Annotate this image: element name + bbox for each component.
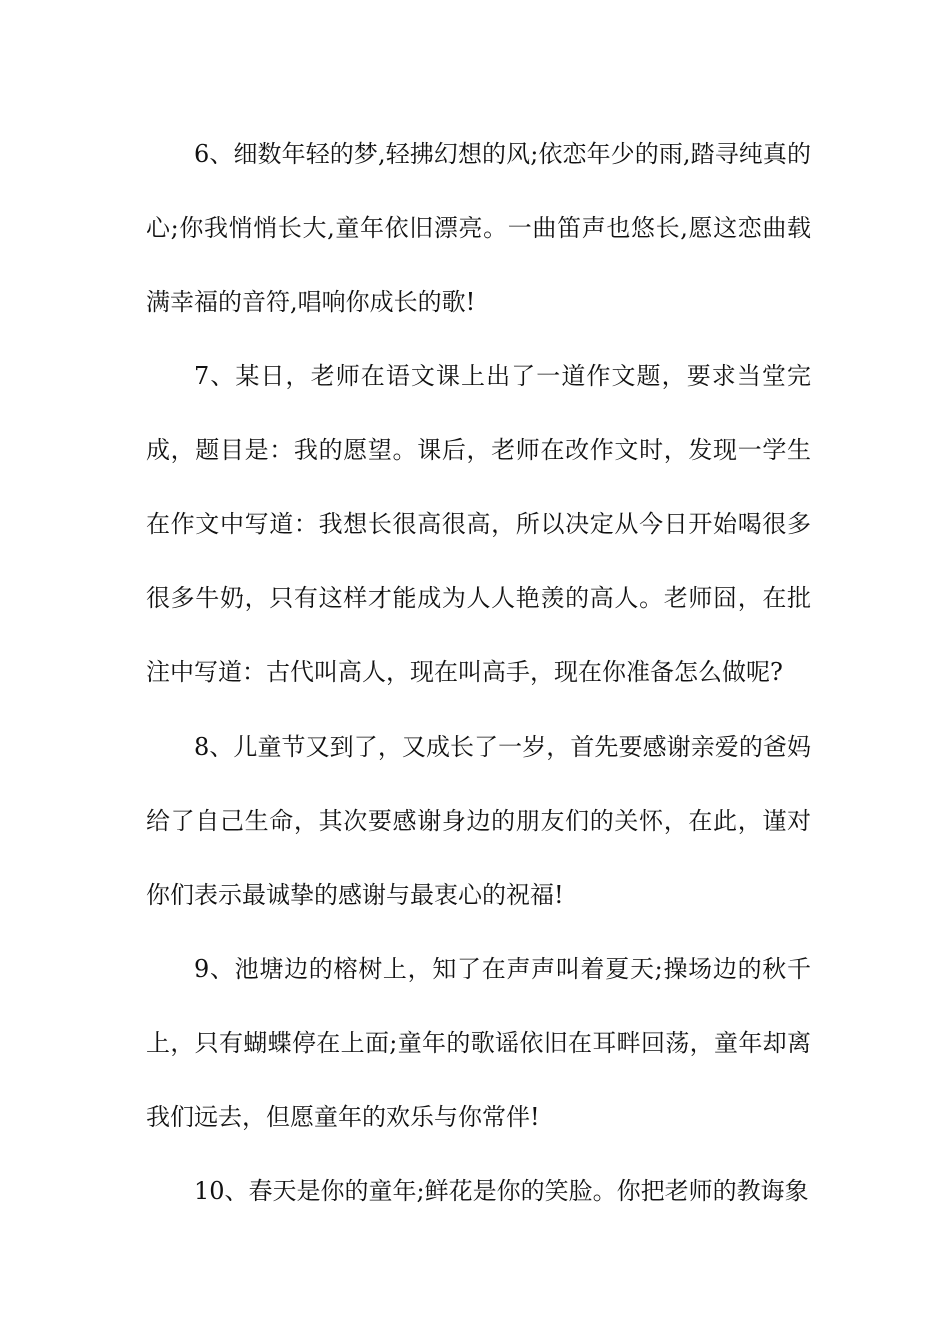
paragraph-8: 8、儿童节又到了，又成长了一岁，首先要感谢亲爱的爸妈给了自己生命，其次要感谢身边的朋友们的关怀，在此，谨对你们表示最诚挚的感谢与最衷心的祝福!	[146, 733, 811, 909]
paragraph-6: 6、细数年轻的梦,轻拂幻想的风;依恋年少的雨,踏寻纯真的心;你我悄悄长大,童年依旧漂亮。一曲笛声也悠长,愿这恋曲载满幸福的音符,唱响你成长的歌!	[146, 140, 811, 316]
paragraph-7: 7、某日，老师在语文课上出了一道作文题，要求当堂完成，题目是：我的愿望。课后，老师在改作文时，发现一学生在作文中写道：我想长很高很高，所以决定从今日开始喝很多很多牛奶，只有这样才能成为人人艳羡的高人。老师囧，在批注中写道：古代叫高人，现在叫高手，现在你准备怎么做呢?	[146, 362, 811, 686]
paragraph-10: 10、春天是你的童年;鲜花是你的笑脸。你把老师的教诲象	[194, 1177, 809, 1205]
paragraph-9: 9、池塘边的榕树上，知了在声声叫着夏天;操场边的秋千上，只有蝴蝶停在上面;童年的歌谣依旧在耳畔回荡，童年却离我们远去，但愿童年的欢乐与你常伴!	[146, 955, 811, 1131]
